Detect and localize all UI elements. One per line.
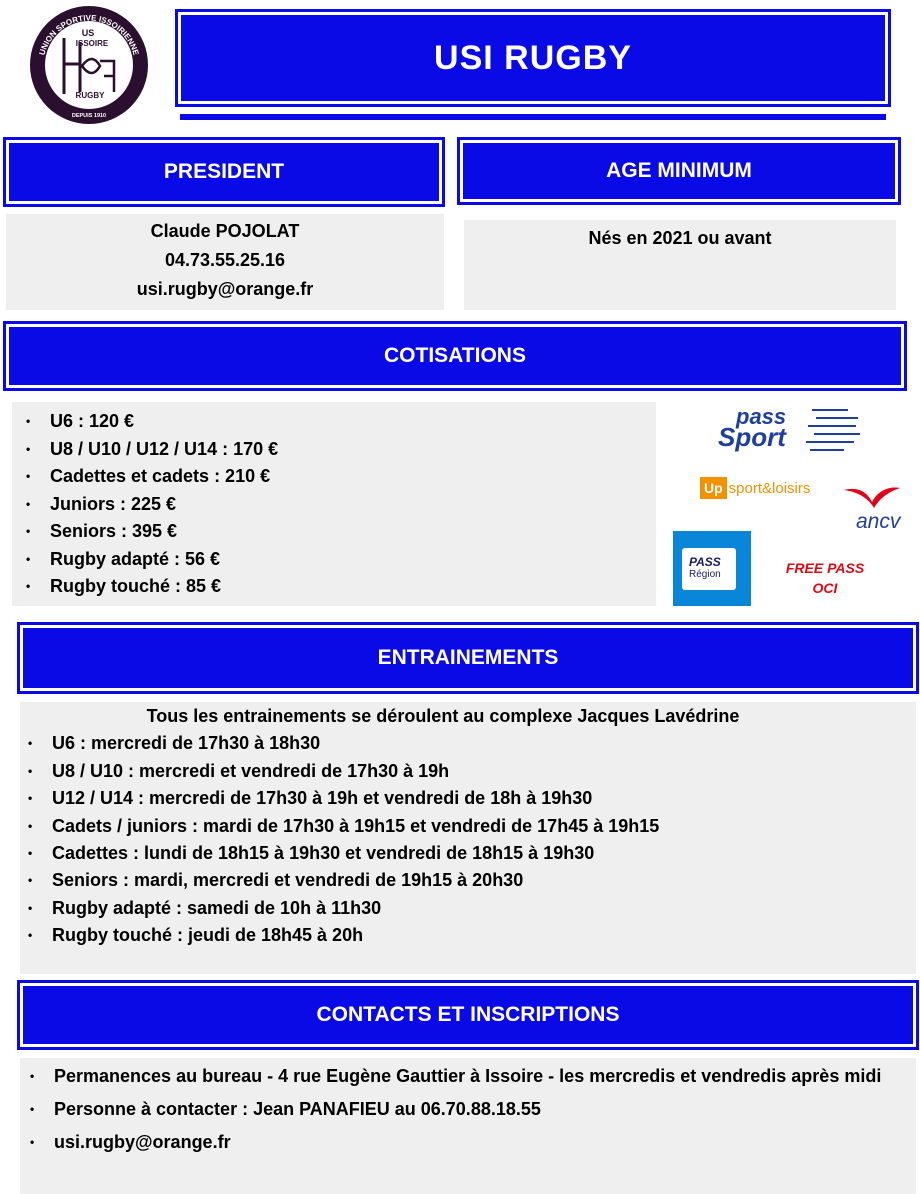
entrainements-intro: Tous les entrainements se déroulent au complexe Jacques Lavédrine [146,706,740,726]
title-underline [180,114,886,120]
club-logo-art [30,6,148,124]
contacts-heading: CONTACTS ET INSCRIPTIONS [316,1003,620,1026]
president-email: usi.rugby@orange.fr [136,279,314,299]
pass-sport-line2: Sport [718,422,786,452]
contacts-banner [20,983,916,1047]
entrainements-banner [20,625,916,691]
up-text: sport&loisirs [728,479,811,497]
pass-sport-stripes-icon [804,406,864,456]
up-badge: Up [700,477,727,499]
list-item: • Seniors : 395 € [20,518,656,546]
list-item: • Rugby adapté : 56 € [20,546,656,574]
list-item: • Cadets / juniors : mardi de 17h30 à 19h15 et vendredi de 17h45 à 19h15 [22,813,916,840]
list-item: • Permanences au bureau - 4 rue Eugène Gauttier à Issoire - les mercredis et vendredis après midi [24,1063,916,1089]
list-item: • Rugby adapté : samedi de 10h à 11h30 [22,895,916,922]
logo-issoire: ISSOIRE [75,39,109,48]
pass-region-line2: Région [689,569,721,580]
logo-us: US [81,28,95,38]
cotisations-banner [6,324,904,388]
president-heading: PRESIDENT [163,160,285,183]
ancv-text: ancv [856,510,901,533]
club-logo [30,6,148,124]
list-item: • U8 / U10 / U12 / U14 : 170 € [20,436,656,464]
pass-region-logo [673,531,751,606]
age-minimum-panel [464,220,896,310]
logo-ring-text: UNION SPORTIVE ISSOIRIENNE [37,13,141,57]
ancv-logo [838,484,914,534]
age-minimum-text: Nés en 2021 ou avant [588,228,772,248]
age-minimum-heading: AGE MINIMUM [606,159,752,182]
page-title: USI RUGBY [434,38,632,77]
list-item: • U6 : mercredi de 17h30 à 18h30 [22,730,916,757]
entrainements-heading: ENTRAINEMENTS [377,646,559,669]
list-item: • Juniors : 225 € [20,491,656,519]
logo-depuis: DEPUIS 1910 [71,113,107,119]
president-name: Claude POJOLAT [150,221,300,241]
list-item: • Rugby touché : 85 € [20,573,656,601]
age-minimum-banner [460,140,898,202]
president-panel [6,214,444,310]
list-item: • Personne à contacter : Jean PANAFIEU au 06.70.88.18.55 [24,1096,916,1122]
president-phone: 04.73.55.25.16 [164,250,286,270]
list-item: • U8 / U10 : mercredi et vendredi de 17h30 à 19h [22,758,916,785]
list-item: • Seniors : mardi, mercredi et vendredi de 19h15 à 20h30 [22,867,916,894]
cotisations-list [20,408,656,601]
entrainements-list [22,730,916,949]
title-banner [178,12,888,104]
president-banner [6,140,442,204]
contacts-list [24,1063,916,1155]
cotisations-heading: COTISATIONS [384,344,526,367]
contacts-panel [20,1058,916,1194]
list-item: • U6 : 120 € [20,408,656,436]
free-pass-line2: OCI [812,580,838,596]
list-item: • Rugby touché : jeudi de 18h45 à 20h [22,922,916,949]
free-pass-line1: FREE PASS [785,560,865,576]
logo-rugby: RUGBY [75,91,105,100]
entrainements-panel [20,702,916,974]
ancv-bird-icon [842,484,902,510]
list-item: • Cadettes : lundi de 18h15 à 19h30 et vendredi de 18h15 à 19h30 [22,840,916,867]
list-item: • usi.rugby@orange.fr [24,1129,916,1155]
list-item: • Cadettes et cadets : 210 € [20,463,656,491]
cotisations-panel [12,402,656,606]
list-item: • U12 / U14 : mercredi de 17h30 à 19h et vendredi de 18h à 19h30 [22,785,916,812]
up-sport-loisirs-logo [700,474,810,502]
pass-sport-line1: pass [736,404,787,429]
pass-sport-logo [716,404,866,460]
free-pass-oci [770,558,880,598]
pass-region-line1: PASS [689,555,721,569]
